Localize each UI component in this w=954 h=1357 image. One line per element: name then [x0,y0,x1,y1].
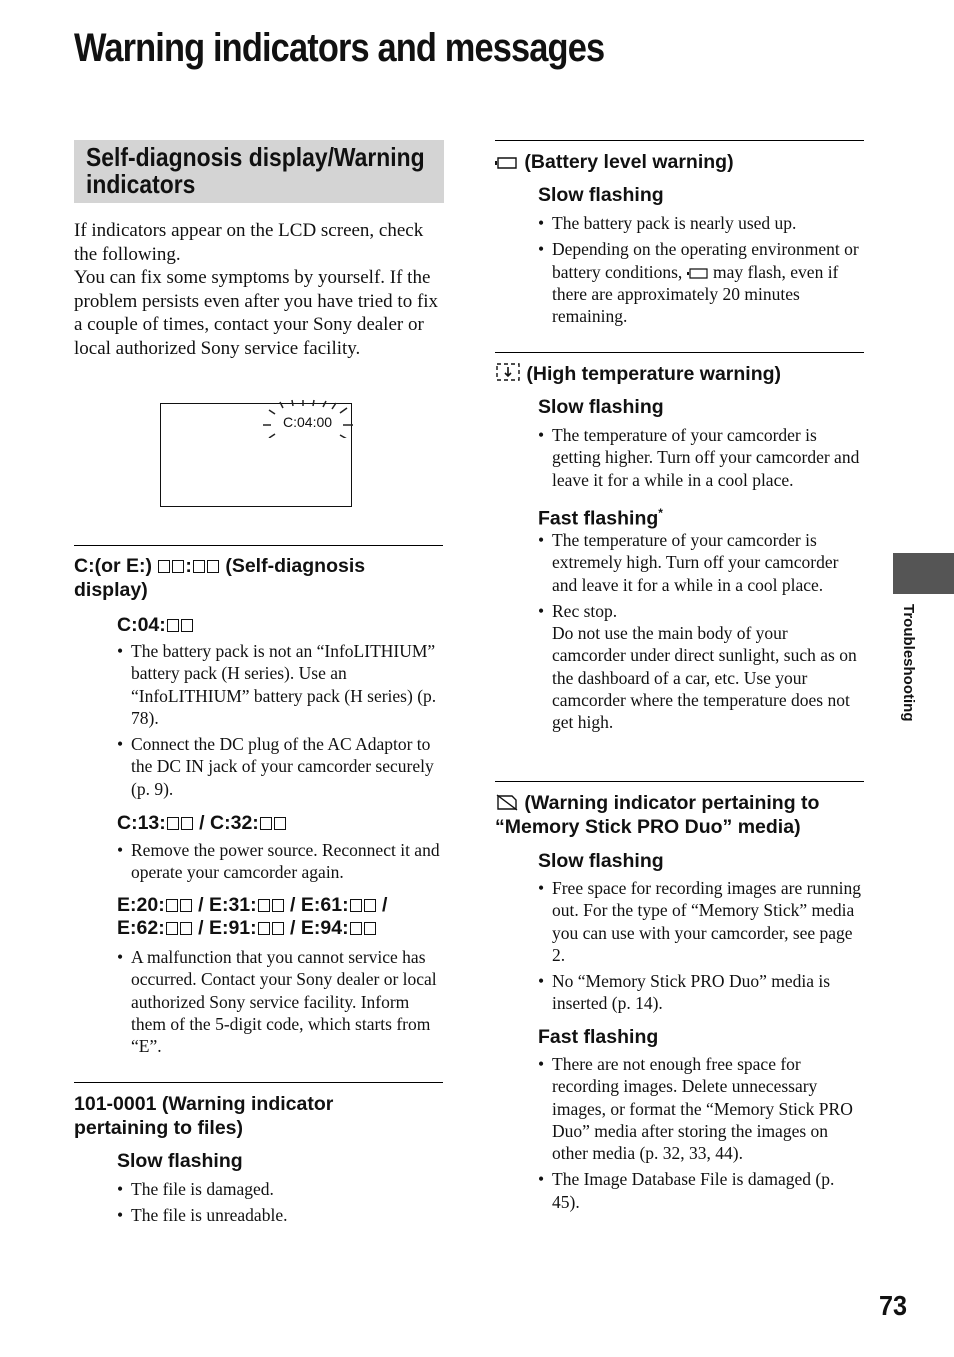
divider [74,545,443,546]
memory-stick-warning-icon [495,793,519,811]
chapter-tab-block [893,553,954,594]
e-code: E:31: [208,894,257,916]
files-heading: 101-0001 (Warning indicator pertaining to files) [74,1093,334,1139]
list-item: • Free space for recording images are running out. For the type of “Memory Stick” media you can use with your camcorder, see page 2. [538,877,864,966]
lcd-error-code: C:04:00 [283,414,333,430]
selfdiag-heading-prefix: C:(or E:) [74,555,158,577]
temp-heading [495,362,864,386]
list-item: • The battery pack is nearly used up. [538,212,864,234]
temp-heading-text: (High temperature warning) [526,363,782,385]
lcd-screen-illustration [160,403,352,507]
battery-warning-icon [687,267,709,280]
list-item [538,600,864,734]
e-codes-list [117,946,445,1061]
chapter-tab-label [895,604,919,754]
ms-slow-list [538,877,864,1019]
list-item: • The Image Database File is damaged (p. 45). [538,1168,864,1213]
files-subheading: Slow flashing [117,1150,243,1172]
battery-bullet-text-cont: may flash, even if there are approximately 20 minutes remaining. [552,261,839,327]
list-item: • The temperature of your camcorder is getting higher. Turn off your camcorder and leave it for a while in a cool place. [538,424,864,491]
c04-list [117,640,445,804]
e-code: E:62: [117,917,165,939]
battery-bullet-text: Depending on the operating environment or battery conditions, [552,239,859,282]
temp-slow-subheading: Slow flashing [538,396,664,418]
e-code: E:91: [208,917,257,939]
e-code: E:20: [117,894,165,916]
ms-heading [495,791,864,839]
temp-fast-list [538,529,864,738]
list-item: • The file is damaged. [117,1178,445,1200]
page-title: Warning indicators and messages [74,26,605,70]
selfdiag-heading-suffix: (Self-diagnosis display) [74,555,366,601]
intro-paragraph-2: You can fix some symptoms by yourself. If the problem persists even after you have tried to fix a couple of times, contact your Sony dealer or local authorized Sony service facility. [74,267,439,359]
list-item [538,238,864,327]
chapter-tab-text: Troubleshooting [900,604,917,722]
intro-text [74,219,446,360]
c13-label: C:13: [117,812,166,834]
c13-heading [117,812,287,834]
divider [495,781,864,782]
c13-list [117,839,445,888]
ms-fast-subheading: Fast flashing [538,1026,659,1048]
list-item: • The battery pack is not an “InfoLITHIUM” battery pack (H series). Use an “InfoLITHIUM” battery pack (H series) (p. 78). [117,640,445,729]
divider [74,1082,443,1083]
battery-heading [495,150,864,174]
battery-list [538,212,864,331]
ms-fast-list [538,1053,864,1217]
files-list [117,1178,445,1231]
intro-paragraph-1: If indicators appear on the LCD screen, check the following. [74,220,424,265]
e-code: E:94: [300,917,349,939]
separator: / [193,812,211,834]
ms-heading-text: (Warning indicator pertaining to “Memory Stick PRO Duo” media) [495,792,820,838]
list-item: • A malfunction that you cannot service has occurred. Contact your Sony dealer or local authorized Sony service facility. Inform them of the 5-digit code, which starts from “E”. [117,946,445,1057]
section-heading-banner [74,140,444,203]
list-item: • No “Memory Stick PRO Duo” media is inserted (p. 14). [538,970,864,1015]
list-item: • There are not enough free space for recording images. Delete unnecessary images, or format the “Memory Stick PRO Duo” media after storing the images on other media (p. 32, 33, 44). [538,1053,864,1164]
page-number: 73 [879,1290,908,1321]
footnote-marker: * [658,506,663,520]
temp-fast-subheading [538,502,663,530]
rec-stop-text: Rec stop. [552,600,618,621]
c04-heading [117,614,194,636]
temp-slow-list [538,424,864,495]
e-codes-heading: E:20: / E:31: / E:61: / E:62: / E:91: / E:94: [117,894,388,939]
thermometer-warning-icon [495,362,521,382]
section-heading: Self-diagnosis display/Warning indicators [86,142,425,199]
battery-heading-text: (Battery level warning) [524,151,734,173]
list-item: • Remove the power source. Reconnect it and operate your camcorder again. [117,839,445,884]
e-code: E:61: [300,894,349,916]
temp-fast-label: Fast flashing [538,507,659,530]
list-item: • Connect the DC plug of the AC Adaptor to the DC IN jack of your camcorder securely (p. 9). [117,733,445,800]
battery-warning-icon [495,156,519,170]
c32-label: C:32: [210,812,259,834]
c04-label: C:04: [117,614,166,636]
divider [495,352,864,353]
battery-subheading: Slow flashing [538,184,664,206]
ms-slow-subheading: Slow flashing [538,850,664,872]
list-item: • The temperature of your camcorder is extremely high. Turn off your camcorder and leave it for a while in a cool place. [538,529,864,596]
divider [495,140,864,141]
rec-stop-detail: Do not use the main body of your camcorder under direct sunlight, such as on the dashboard of a car, etc. Use your camcorder where the temperature does not get high. [552,623,857,733]
list-item: • The file is unreadable. [117,1204,445,1226]
selfdiag-heading: C:(or E:) : (Self-diagnosis display) [74,555,366,601]
